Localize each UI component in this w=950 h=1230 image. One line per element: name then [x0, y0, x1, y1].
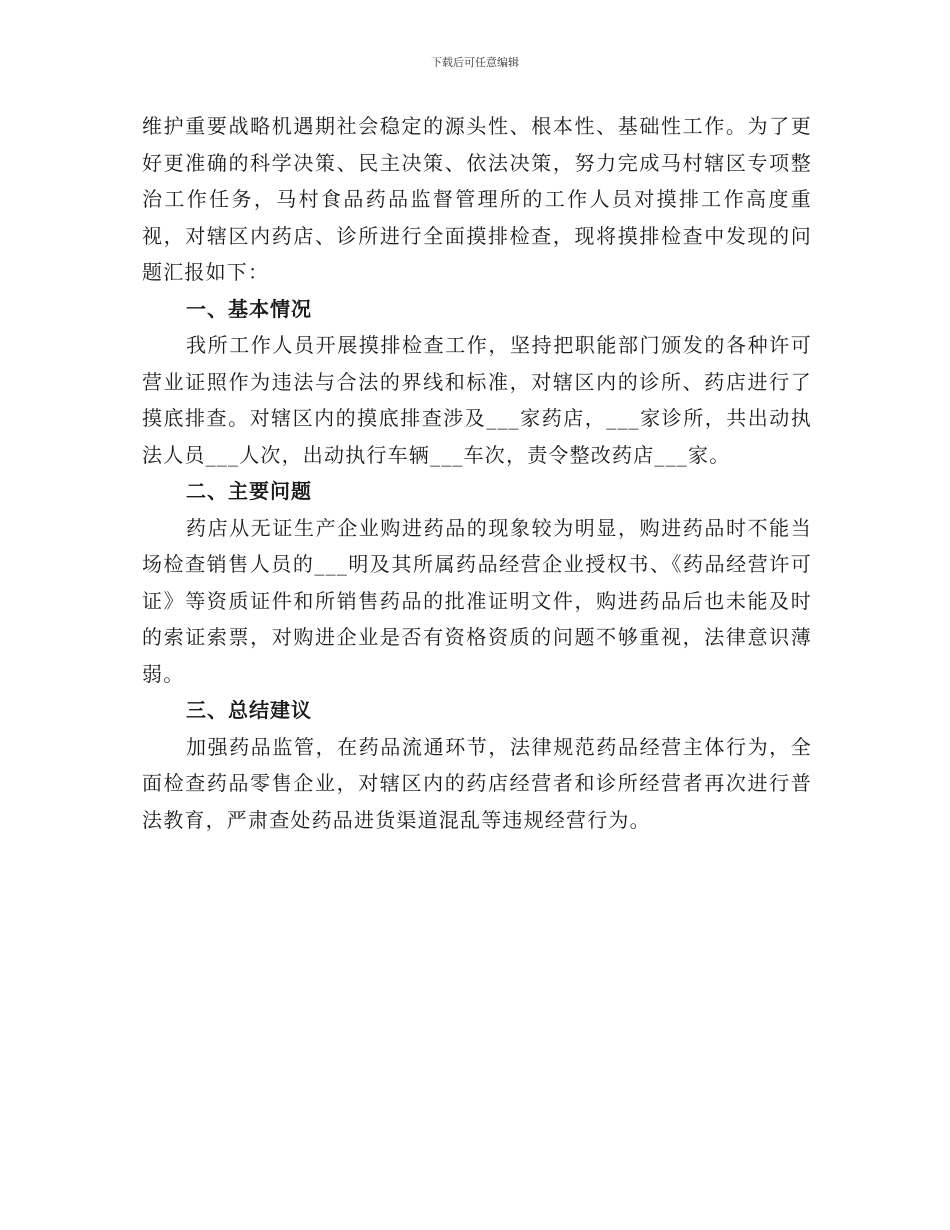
section-body-summary-suggestions: 加强药品监管，在药品流通环节，法律规范药品经营主体行为，全面检查药品零售企业，对辖区内的药店经营者和诊所经营者再次进行普法教育，严肃查处药品进货渠道混乱等违规经营行为。 [142, 734, 812, 832]
page-header-note: 下载后可任意编辑 [431, 56, 519, 69]
section-heading-basic-situation: 一、基本情况 [186, 296, 312, 321]
section-body-main-problems: 药店从无证生产企业购进药品的现象较为明显，购进药品时不能当场检查销售人员的___明及其所属药品经营企业授权书、《药品经营许可证》等资质证件和所销售药品的批准证明文件，购进药品后也未能及时的索证索票，对购进企业是否有资格资质的问题不够重视，法律意识薄弱。 [142, 515, 812, 686]
section-body-basic-situation: 我所工作人员开展摸排检查工作，坚持把职能部门颁发的各种许可营业证照作为违法与合法的界线和标准，对辖区内的诊所、药店进行了摸底排查。对辖区内的摸底排查涉及___家药店，___家诊所，共出动执法人员___人次，出动执行车辆___车次，责令整改药店___家。 [142, 333, 812, 467]
intro-paragraph: 维护重要战略机遇期社会稳定的源头性、根本性、基础性工作。为了更好更准确的科学决策、民主决策、依法决策，努力完成马村辖区专项整治工作任务，马村食品药品监督管理所的工作人员对摸排工作高度重视，对辖区内药店、诊所进行全面摸排检查，现将摸排检查中发现的问题汇报如下： [142, 114, 812, 284]
document-body [142, 108, 812, 838]
section-heading-summary-suggestions: 三、总结建议 [186, 698, 312, 722]
section-heading-main-problems: 二、主要问题 [186, 479, 312, 503]
